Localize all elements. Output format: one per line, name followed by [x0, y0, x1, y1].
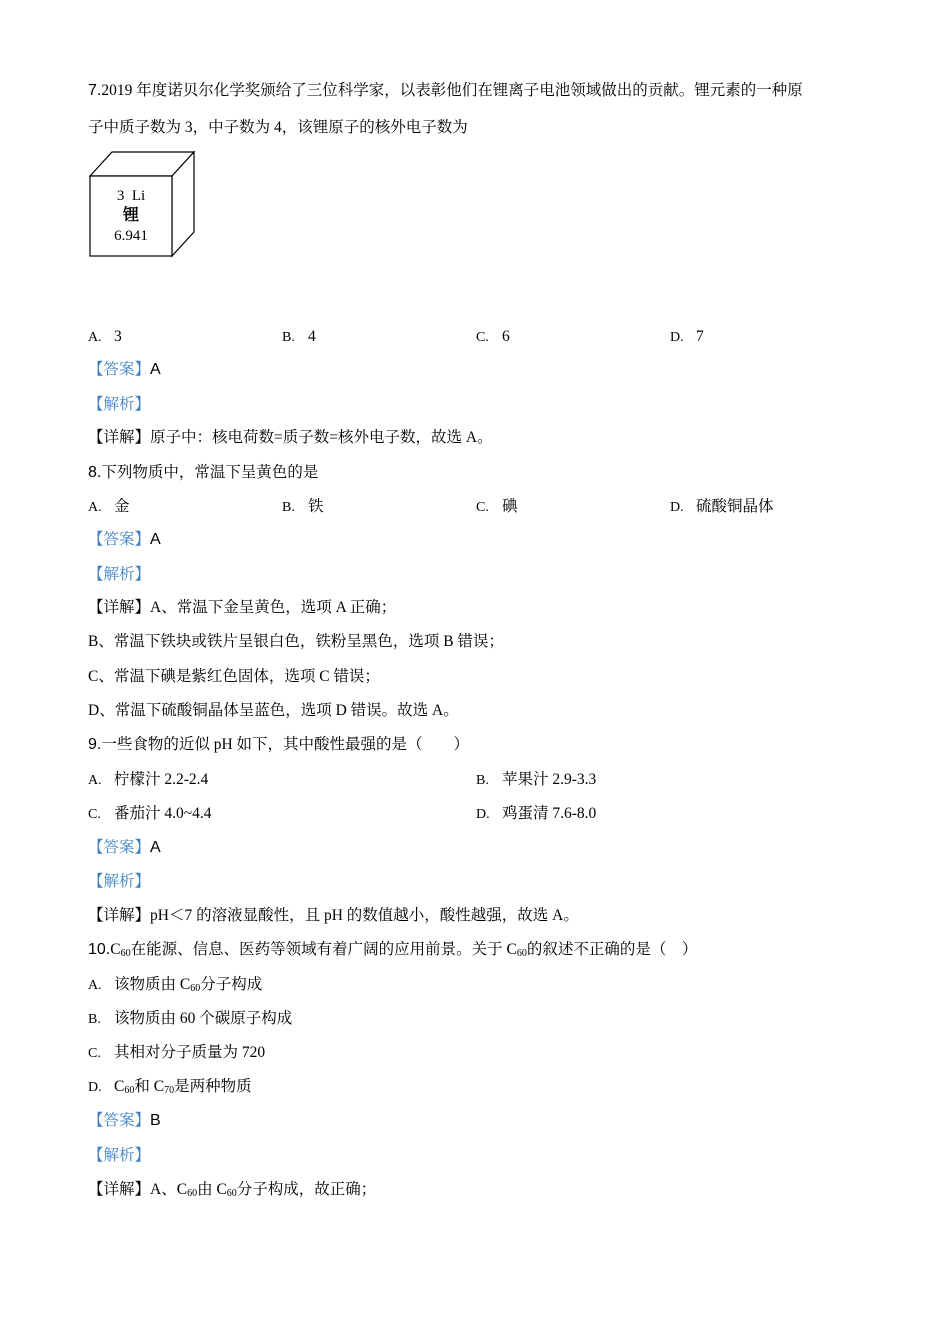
- q7-answer: 【答案】A: [88, 361, 161, 378]
- q9-analysis-label: 【解析】: [88, 873, 151, 890]
- q10-answer: 【答案】B: [88, 1112, 161, 1129]
- lithium-element-card: [88, 150, 198, 258]
- element-name: 锂: [122, 207, 139, 224]
- q10-detail: 【详解】A、$C_{60}$由 $C_{60}$分子构成，故正确；: [88, 1181, 377, 1199]
- element-symbol: Li: [131, 188, 146, 204]
- q7-detail: 【详解】原子中：核电荷数=质子数=核外电子数，故选 A。: [88, 429, 493, 446]
- q10-option-b: B. 该物质由 60 个碳原子构成: [88, 1010, 293, 1027]
- q9-option-b: B. 苹果汁 2.9-3.3: [476, 771, 597, 788]
- q7-stem-line1: [88, 80, 803, 102]
- q8-option-b: B. 铁: [282, 498, 324, 515]
- q7-stem-line2: 子中质子数为 3，中子数为 4，该锂原子的核外电子数为: [88, 119, 468, 136]
- q8-option-c: C. 碘: [476, 498, 518, 515]
- q9-answer: 【答案】A: [88, 839, 161, 856]
- q8-answer: 【答案】A: [88, 531, 161, 548]
- q7-number: 7.: [88, 82, 102, 99]
- q10-number: 10.: [88, 941, 111, 958]
- q8-detail-1: 【详解】A、常温下金呈黄色，选项 A 正确；: [88, 599, 397, 616]
- q8-detail-4: D、常温下硫酸铜晶体呈蓝色，选项 D 错误。故选 A。: [88, 702, 459, 719]
- q9-option-c: C. 番茄汁 4.0~4.4: [88, 805, 212, 822]
- q10-option-d: D. $C_{60}$和 $C_{70}$是两种物质: [88, 1078, 252, 1096]
- q7-option-a: A. 3: [88, 328, 122, 345]
- q8-option-a: A. 金: [88, 498, 130, 515]
- q10-analysis-label: 【解析】: [88, 1147, 151, 1164]
- q10-option-c: C. 其相对分子质量为 720: [88, 1044, 266, 1061]
- q7-analysis-label: 【解析】: [88, 396, 151, 413]
- q7-option-d: D. 7: [670, 328, 704, 345]
- q7-stem-text1: 2019 年度诺贝尔化学奖颁给了三位科学家，以表彰他们在锂离子电池领域做出的贡献。锂元素的一种原: [101, 82, 803, 99]
- q8-detail-2: B、常温下铁块或铁片呈银白色，铁粉呈黑色，选项 B 错误；: [88, 633, 504, 650]
- q10-stem: $10.C_{60}$在能源、信息、医药等领域有着广阔的应用前景。关于 $C_{60}$的叙述不正确的是（ ）: [88, 941, 698, 959]
- q10-option-a: A. 该物质由 $C_{60}$分子构成: [88, 976, 263, 994]
- q8-detail-3: C、常温下碘是紫红色固体，选项 C 错误；: [88, 668, 380, 685]
- element-number: 3: [116, 188, 125, 204]
- q9-option-a: A. 柠檬汁 2.2-2.4: [88, 771, 209, 788]
- q9-option-d: D. 鸡蛋清 7.6-8.0: [476, 805, 597, 822]
- q7-option-c: C. 6: [476, 328, 510, 345]
- q8-number: 8.: [88, 464, 102, 481]
- q8-analysis-label: 【解析】: [88, 566, 151, 583]
- q8-stem: 8.下列物质中，常温下呈黄色的是: [88, 464, 319, 481]
- q9-stem: 9.一些食物的近似 pH 如下，其中酸性最强的是（ ）: [88, 736, 470, 753]
- q9-number: 9.: [88, 736, 102, 753]
- q8-option-d: D. 硫酸铜晶体: [670, 498, 774, 515]
- q9-detail: 【详解】pH＜7 的溶液显酸性，且 pH 的数值越小，酸性越强，故选 A。: [88, 907, 579, 924]
- element-mass: 6.941: [114, 228, 148, 244]
- q7-option-b: B. 4: [282, 328, 316, 345]
- element-number-symbol: [90, 186, 172, 206]
